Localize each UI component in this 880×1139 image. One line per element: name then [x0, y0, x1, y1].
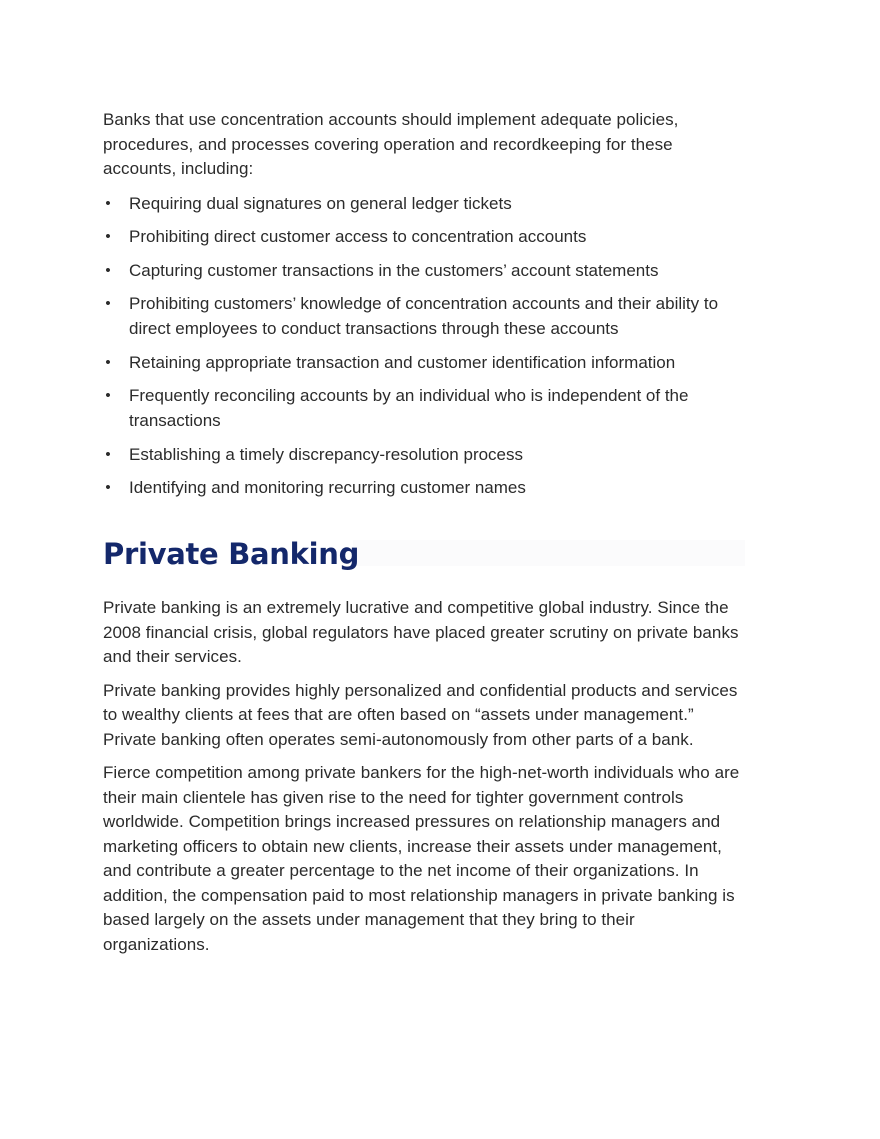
list-item-text: Requiring dual signatures on general ledger tickets — [129, 193, 512, 213]
list-item-text: Prohibiting direct customer access to concentration accounts — [129, 227, 587, 246]
list-item-text: Identifying and monitoring recurring customer names — [129, 478, 526, 497]
bullet-icon: • — [105, 261, 111, 279]
bullet-icon: • — [105, 445, 111, 463]
list-item — [103, 258, 745, 283]
list-item — [103, 475, 745, 500]
section-paragraph: Private banking provides highly personalized and confidential products and services to wealthy clients at fees that are often based on “assets under management.” Private banking often operates semi-autonomously from other parts of a bank. — [103, 680, 738, 749]
document-page — [103, 108, 745, 966]
list-item-text: Capturing customer transactions in the customers’ account statements — [129, 260, 659, 280]
list-item — [103, 191, 745, 216]
section-paragraph: Private banking is an extremely lucrative and competitive global industry. Since the 2008 financial crisis, global regulators have placed greater scrutiny on private banks and their services. — [103, 598, 739, 666]
requirements-list — [103, 191, 745, 501]
intro-paragraph: Banks that use concentration accounts should implement adequate policies, procedures, and processes covering operation and recordkeeping for these accounts, including: — [103, 110, 679, 178]
bullet-icon: • — [105, 194, 111, 212]
list-item-text: Prohibiting customers’ knowledge of concentration accounts and their ability to direct employees to conduct transactions through these accounts — [129, 294, 719, 338]
bullet-icon: • — [105, 295, 111, 312]
list-item — [103, 224, 745, 249]
list-item — [103, 350, 745, 375]
list-item-text: Establishing a timely discrepancy-resolution process — [129, 444, 524, 464]
bullet-icon: • — [105, 353, 111, 371]
list-item — [103, 383, 745, 433]
list-item — [103, 291, 745, 341]
bullet-icon: • — [105, 228, 111, 245]
list-item-text: Retaining appropriate transaction and customer identification information — [129, 352, 676, 372]
section-paragraph: Fierce competition among private bankers for the high-net-worth individuals who are their main clientele has given rise to the need for tighter government controls worldwide. Competition brings increased pressures on relationship managers and marketing officers to obtain new clients, increase their assets under management, and contribute a greater percentage to the net income of their organizations. In addition, the compensation paid to most relationship managers in private banking is based largely on the assets under management that they bring to their organizations. — [103, 763, 740, 954]
list-item-text: Frequently reconciling accounts by an individual who is independent of the transactions — [129, 386, 689, 430]
section-heading: Private Banking — [103, 537, 360, 571]
bullet-icon: • — [105, 387, 111, 404]
bullet-icon: • — [105, 479, 111, 496]
section-heading-container — [103, 534, 745, 574]
list-item — [103, 442, 745, 467]
